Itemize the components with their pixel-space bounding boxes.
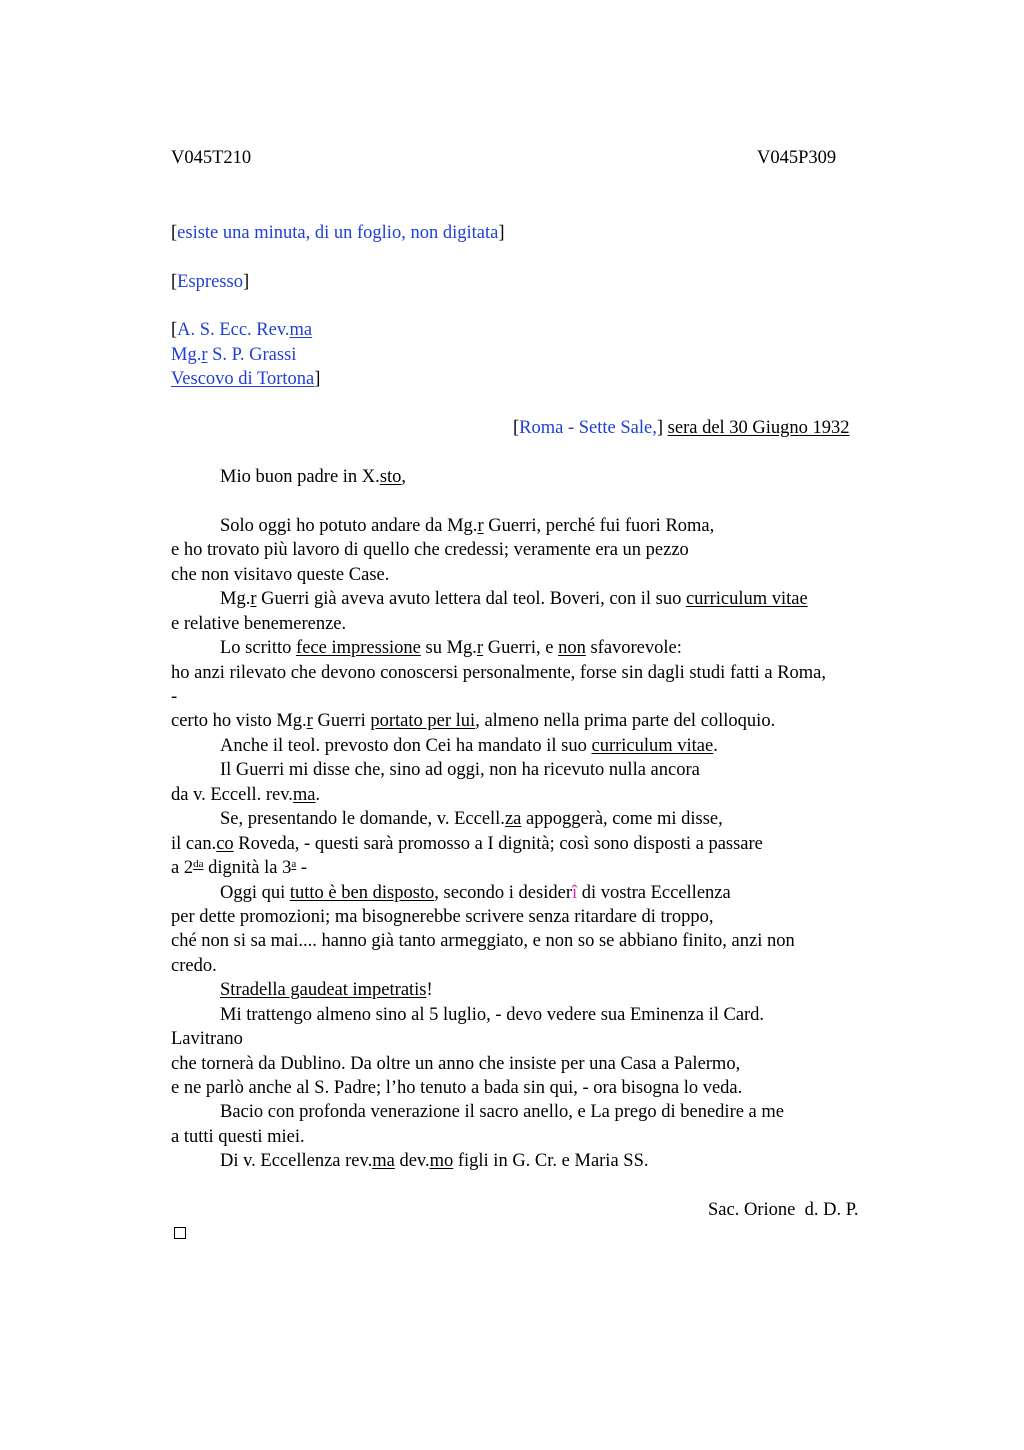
- text-run: î: [571, 883, 578, 903]
- text-run: figli in G. Cr. e Maria SS.: [453, 1151, 649, 1171]
- end-square-icon: [174, 1227, 186, 1239]
- text-run: za: [504, 809, 522, 829]
- text-run: r: [477, 516, 484, 536]
- body-line: [220, 807, 723, 831]
- text-run: Lo scritto: [220, 638, 297, 658]
- text-run: tutto è ben disposto: [289, 883, 435, 903]
- body-line: ché non si sa mai.... hanno già tanto armeggiato, e non so se abbiano finito, anzi non: [171, 931, 795, 951]
- text-run: ma: [372, 1151, 395, 1171]
- body-line: [220, 978, 433, 1002]
- text-run: portato per lui: [370, 711, 476, 731]
- signature: Sac. Orione d. D. P.: [708, 1200, 859, 1220]
- note-espresso: [Espresso]: [171, 272, 250, 292]
- text-run: Guerri, perché fui fuori Roma,: [483, 516, 715, 536]
- text-run: appoggerà, come mi disse,: [521, 809, 723, 829]
- body-line: e relative benemerenze.: [171, 614, 347, 634]
- text-run: dev.: [394, 1151, 430, 1171]
- salutation: [220, 465, 406, 489]
- recipient-name: S. P. Grassi: [207, 345, 297, 365]
- body-line: [220, 734, 718, 758]
- text-run: .: [713, 736, 718, 756]
- text-run: Guerri, e: [483, 638, 559, 658]
- superscript: da: [193, 858, 204, 870]
- recipient-see: Vescovo di Tortona: [171, 369, 315, 389]
- body-line: e ne parlò anche al S. Padre; l’ho tenuto a bada sin qui, - ora bisogna lo veda.: [171, 1078, 743, 1098]
- text-run: , secondo i desider: [434, 883, 572, 903]
- superscript: a: [291, 858, 297, 870]
- body-line: -: [171, 687, 178, 707]
- text-run: mo: [429, 1151, 454, 1171]
- body-line: [220, 514, 714, 538]
- text-run: certo ho visto Mg.: [171, 711, 307, 731]
- dateline: [Roma - Sette Sale,] sera del 30 Giugno 1932: [513, 418, 850, 438]
- body-line: [171, 832, 763, 856]
- text-run: non: [558, 638, 586, 658]
- text-run: !: [426, 980, 433, 1000]
- body-line: a tutti questi miei.: [171, 1127, 305, 1147]
- header-right-code: V045P309: [757, 148, 837, 168]
- note-minuta: [esiste una minuta, di un foglio, non digitata]: [171, 223, 505, 243]
- dateline-date: sera del 30 Giugno 1932: [667, 418, 850, 438]
- text-run: r: [306, 711, 313, 731]
- text-run: su Mg.: [420, 638, 477, 658]
- text-run: Se, presentando le domande, v. Eccell.: [220, 809, 505, 829]
- text-run: r: [250, 589, 257, 609]
- text-run: il can.: [171, 834, 217, 854]
- recipient-line-3: Vescovo di Tortona]: [171, 369, 321, 389]
- body-line: [171, 856, 307, 880]
- text-run: ma: [292, 785, 316, 805]
- body-line: che tornerà da Dublino. Da oltre un anno che insiste per una Casa a Palermo,: [171, 1054, 741, 1074]
- salutation-text: Mio buon padre in X.: [220, 467, 380, 487]
- note-espresso-text: Espresso: [177, 272, 243, 292]
- body-line: Mi trattengo almeno sino al 5 luglio, - devo vedere sua Eminenza il Card.: [220, 1005, 765, 1025]
- recipient-mgr: Mg.: [171, 345, 202, 365]
- text-run: sfavorevole:: [585, 638, 682, 658]
- body-line: [171, 783, 320, 807]
- body-line: per dette promozioni; ma bisognerebbe scrivere senza ritardare di troppo,: [171, 907, 714, 927]
- text-run: Oggi qui: [220, 883, 290, 903]
- body-line: credo.: [171, 956, 217, 976]
- dateline-place: Roma - Sette Sale,: [519, 418, 657, 438]
- body-line: [220, 587, 808, 611]
- text-run: Solo oggi ho potuto andare da Mg.: [220, 516, 478, 536]
- note-minuta-text: esiste una minuta, di un foglio, non digitata: [177, 223, 499, 243]
- text-run: .: [315, 785, 321, 805]
- body-line: [220, 1149, 649, 1173]
- text-run: Anche il teol. prevosto don Cei ha mandato il suo: [220, 736, 592, 756]
- text-run: Guerri: [312, 711, 371, 731]
- recipient-title: A. S. Ecc. Rev.: [177, 320, 290, 340]
- text-run: di vostra Eccellenza: [577, 883, 731, 903]
- recipient-mgr-abbr: r: [201, 345, 208, 365]
- body-line: che non visitavo queste Case.: [171, 565, 390, 585]
- body-line: [220, 636, 682, 660]
- body-line: e ho trovato più lavoro di quello che credessi; veramente era un pezzo: [171, 540, 689, 560]
- recipient-title-abbr: ma: [289, 320, 313, 340]
- body-line: Il Guerri mi disse che, sino ad oggi, non ha ricevuto nulla ancora: [220, 760, 700, 780]
- body-line: [220, 881, 731, 905]
- salutation-comma: ,: [401, 467, 407, 487]
- text-run: Roveda, - questi sarà promosso a I dignità; così sono disposti a passare: [233, 834, 763, 854]
- text-run: fece impressione: [296, 638, 421, 658]
- recipient-line-1: [A. S. Ecc. Rev.ma: [171, 320, 313, 340]
- text-run: -: [296, 858, 308, 878]
- text-run: , almeno nella prima parte del colloquio.: [475, 711, 776, 731]
- text-run: co: [216, 834, 234, 854]
- text-run: da v. Eccell. rev.: [171, 785, 293, 805]
- text-run: dignità la 3: [203, 858, 292, 878]
- body-line: Lavitrano: [171, 1029, 243, 1049]
- text-run: Guerri già aveva avuto lettera dal teol. Boveri, con il suo: [256, 589, 686, 609]
- text-run: Mg.: [220, 589, 251, 609]
- text-run: r: [476, 638, 484, 658]
- recipient-line-2: [171, 343, 296, 367]
- body-line: ho anzi rilevato che devono conoscersi personalmente, forse sin dagli studi fatti a Roma,: [171, 663, 827, 683]
- body-line: Bacio con profonda venerazione il sacro anello, e La prego di benedire a me: [220, 1102, 784, 1122]
- text-run: Stradella gaudeat impetratis: [220, 980, 427, 1000]
- body-line: [171, 709, 775, 733]
- text-run: curriculum vitae: [591, 736, 714, 756]
- header-left-code: V045T210: [171, 148, 252, 168]
- text-run: curriculum vitae: [685, 589, 808, 609]
- text-run: a 2: [171, 858, 194, 878]
- text-run: Di v. Eccellenza rev.: [220, 1151, 373, 1171]
- salutation-abbr: sto: [379, 467, 402, 487]
